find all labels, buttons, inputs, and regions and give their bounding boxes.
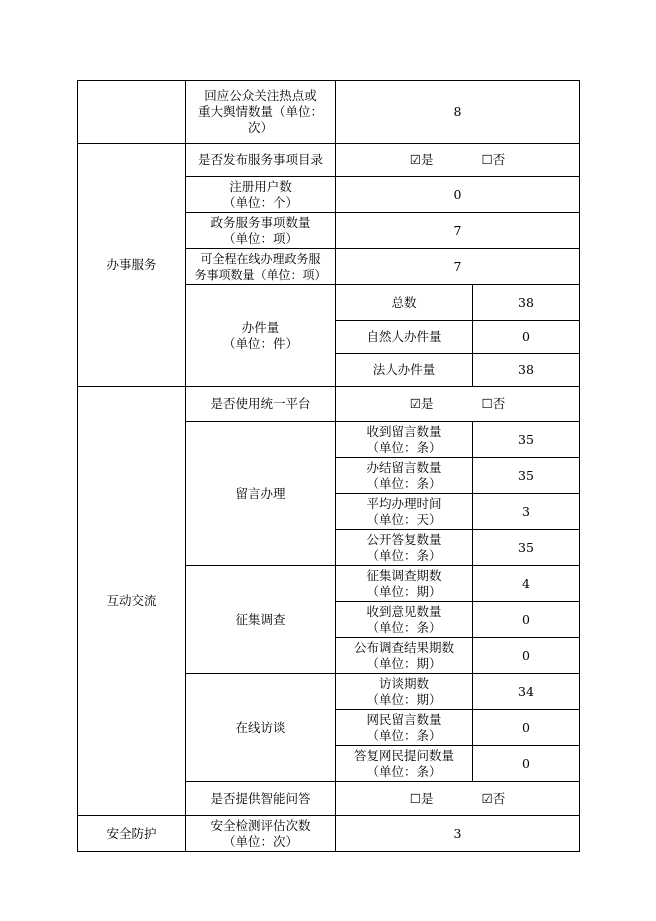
- volume-natural-label: 自然人办件量: [336, 321, 473, 354]
- smart-qa-no-checkbox[interactable]: ☑否: [481, 790, 506, 806]
- items-label: 政务服务事项数量 （单位：项）: [186, 213, 336, 249]
- messages-public-label: 公开答复数量 （单位：条）: [336, 530, 473, 566]
- government-website-statistics-table: [77, 80, 580, 852]
- catalog-checkbox-group: [336, 144, 580, 177]
- messages-received-label: 收到留言数量 （单位：条）: [336, 422, 473, 458]
- survey-periods-label: 征集调查期数 （单位：期）: [336, 566, 473, 602]
- response-row: [78, 81, 580, 144]
- volume-legal-value: 38: [473, 354, 580, 387]
- section-service: 办事服务: [78, 144, 186, 387]
- messages-avg-time-label: 平均办理时间 （单位：天）: [336, 494, 473, 530]
- interview-answers-label: 答复网民提问数量 （单位：条）: [336, 746, 473, 782]
- platform-label: 是否使用统一平台: [186, 387, 336, 422]
- users-label: 注册用户数 （单位：个）: [186, 177, 336, 213]
- section-interaction: 互动交流: [78, 387, 186, 816]
- users-value: 0: [336, 177, 580, 213]
- platform-no-checkbox[interactable]: ☐否: [481, 396, 506, 411]
- platform-checkbox-group: [336, 387, 580, 422]
- messages-received-value: 35: [473, 422, 580, 458]
- catalog-yes-checkbox[interactable]: ☑是: [409, 152, 434, 167]
- interview-messages-value: 0: [473, 710, 580, 746]
- interview-periods-value: 34: [473, 674, 580, 710]
- messages-concluded-value: 35: [473, 458, 580, 494]
- volume-natural-value: 0: [473, 321, 580, 354]
- messages-concluded-label: 办结留言数量 （单位：条）: [336, 458, 473, 494]
- interview-answers-value: 0: [473, 746, 580, 782]
- section-security: 安全防护: [78, 816, 186, 852]
- messages-label: 留言办理: [186, 422, 336, 566]
- interview-periods-label: 访谈期数 （单位：期）: [336, 674, 473, 710]
- smart-qa-yes-checkbox[interactable]: ☐是: [409, 790, 434, 806]
- catalog-label: 是否发布服务事项目录: [186, 144, 336, 177]
- volume-total-label: 总数: [336, 285, 473, 321]
- volume-total-value: 38: [473, 285, 580, 321]
- online-items-label: 可全程在线办理政务服 务事项数量（单位：项）: [186, 249, 336, 285]
- volume-legal-label: 法人办件量: [336, 354, 473, 387]
- security-row: [78, 816, 580, 852]
- platform-yes-checkbox[interactable]: ☑是: [409, 396, 434, 411]
- catalog-row: [78, 144, 580, 177]
- online-items-value: 7: [336, 249, 580, 285]
- catalog-no-checkbox[interactable]: ☐否: [481, 152, 506, 167]
- survey-label: 征集调查: [186, 566, 336, 674]
- smart-qa-label: 是否提供智能问答: [186, 782, 336, 816]
- survey-periods-value: 4: [473, 566, 580, 602]
- items-value: 7: [336, 213, 580, 249]
- messages-avg-time-value: 3: [473, 494, 580, 530]
- security-evaluations-label: 安全检测评估次数 （单位：次）: [186, 816, 336, 852]
- interview-messages-label: 网民留言数量 （单位：条）: [336, 710, 473, 746]
- smart-qa-checkbox-group: [336, 782, 580, 816]
- response-label: 回应公众关注热点或 重大舆情数量（单位： 次）: [186, 81, 336, 144]
- survey-results-value: 0: [473, 638, 580, 674]
- response-value: 8: [336, 81, 580, 144]
- messages-public-value: 35: [473, 530, 580, 566]
- survey-opinions-value: 0: [473, 602, 580, 638]
- volume-label: 办件量 （单位：件）: [186, 285, 336, 387]
- security-evaluations-value: 3: [336, 816, 580, 852]
- survey-results-label: 公布调查结果期数 （单位：期）: [336, 638, 473, 674]
- interview-label: 在线访谈: [186, 674, 336, 782]
- empty-section-cell: [78, 81, 186, 144]
- platform-row: [78, 387, 580, 422]
- survey-opinions-label: 收到意见数量 （单位：条）: [336, 602, 473, 638]
